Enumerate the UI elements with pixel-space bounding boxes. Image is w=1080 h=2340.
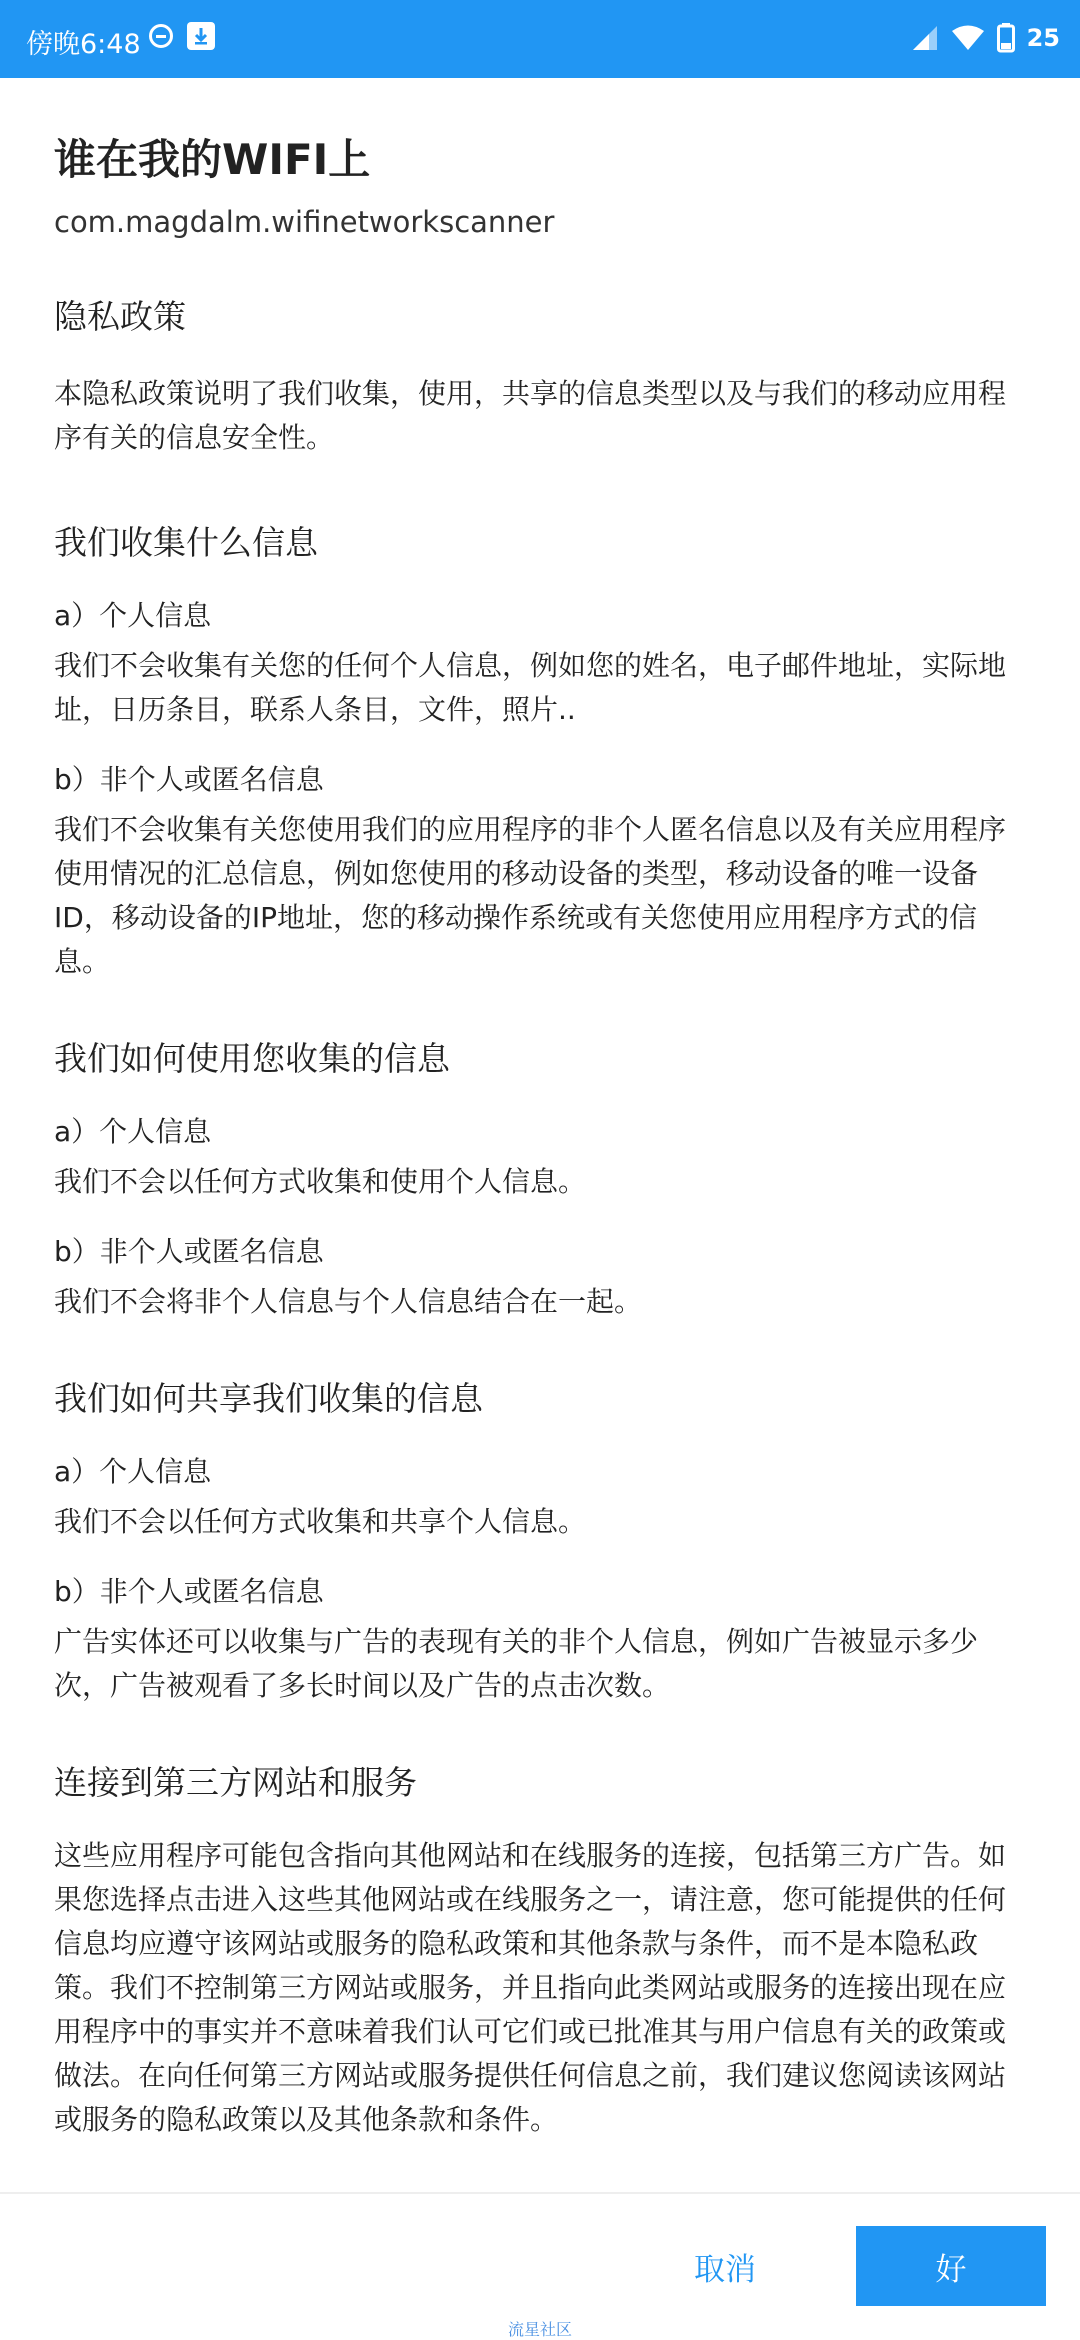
text-third-party: 这些应用程序可能包含指向其他网站和在线服务的连接，包括第三方广告。如果您选择点击进入这些其他网站或在线服务之一，请注意，您可能提供的任何信息均应遵守该网站或服务的隐私政策和其他条款与条件，而不是本隐私政策。我们不控制第三方网站或服务，并且指向此类网站或服务的连接出现在应用程序中的事实并不意味着我们认可它们或已批准其与用户信息有关的政策或做法。在向任何第三方网站或服务提供任何信息之前，我们建议您阅读该网站或服务的隐私政策以及其他条款和条件。 bbox=[54, 1839, 1007, 2136]
text-privacy: 本隐私政策说明了我们收集，使用，共享的信息类型以及与我们的移动应用程序有关的信息安全性。 bbox=[54, 377, 1007, 454]
share-a-text: 我们不会以任何方式收集和共享个人信息。 bbox=[54, 1505, 587, 1538]
collect-a-label: a）个人信息 bbox=[54, 599, 212, 632]
status-bar bbox=[0, 0, 1080, 78]
wifi-icon bbox=[951, 24, 985, 52]
use-a-text: 我们不会以任何方式收集和使用个人信息。 bbox=[54, 1165, 587, 1198]
dnd-icon bbox=[149, 24, 173, 48]
heading-collect: 我们收集什么信息 bbox=[54, 523, 318, 562]
use-b-text: 我们不会将非个人信息与个人信息结合在一起。 bbox=[54, 1285, 643, 1318]
collect-a-text: 我们不会收集有关您的任何个人信息，例如您的姓名，电子邮件地址，实际地址，日历条目，联系人条目，文件，照片.. bbox=[54, 649, 1007, 726]
watermark: 流星社区 bbox=[507, 2320, 572, 2339]
heading-third-party: 连接到第三方网站和服务 bbox=[54, 1763, 417, 1802]
cancel-button[interactable]: 取消 bbox=[694, 2251, 756, 2288]
collect-b-text: 我们不会收集有关您使用我们的应用程序的非个人匿名信息以及有关应用程序使用情况的汇总信息，例如您使用的移动设备的类型，移动设备的唯一设备ID，移动设备的IP地址，您的移动操作系统或有关您使用应用程序方式的信息。 bbox=[54, 813, 1007, 978]
signal-icon bbox=[911, 24, 939, 52]
status-time: 傍晚6:48 bbox=[26, 29, 141, 60]
app-package: com.magdalm.wifinetworkscanner bbox=[54, 205, 555, 239]
share-b-label: b）非个人或匿名信息 bbox=[54, 1575, 324, 1608]
dialog-content[interactable] bbox=[54, 130, 1014, 2142]
use-b-label: b）非个人或匿名信息 bbox=[54, 1235, 324, 1268]
share-a-label: a）个人信息 bbox=[54, 1455, 212, 1488]
heading-use: 我们如何使用您收集的信息 bbox=[54, 1039, 450, 1078]
battery-level: 25 bbox=[1026, 24, 1060, 52]
battery-icon bbox=[997, 23, 1015, 53]
share-b-text: 广告实体还可以收集与广告的表现有关的非个人信息，例如广告被显示多少次，广告被观看了多长时间以及广告的点击次数。 bbox=[54, 1625, 979, 1702]
button-divider bbox=[0, 2192, 1080, 2194]
ok-button[interactable]: 好 bbox=[856, 2226, 1046, 2306]
app-title: 谁在我的WIFI上 bbox=[54, 135, 371, 184]
download-icon bbox=[187, 22, 215, 50]
heading-share: 我们如何共享我们收集的信息 bbox=[54, 1379, 483, 1418]
collect-b-label: b）非个人或匿名信息 bbox=[54, 763, 324, 796]
heading-privacy: 隐私政策 bbox=[54, 297, 186, 336]
use-a-label: a）个人信息 bbox=[54, 1115, 212, 1148]
